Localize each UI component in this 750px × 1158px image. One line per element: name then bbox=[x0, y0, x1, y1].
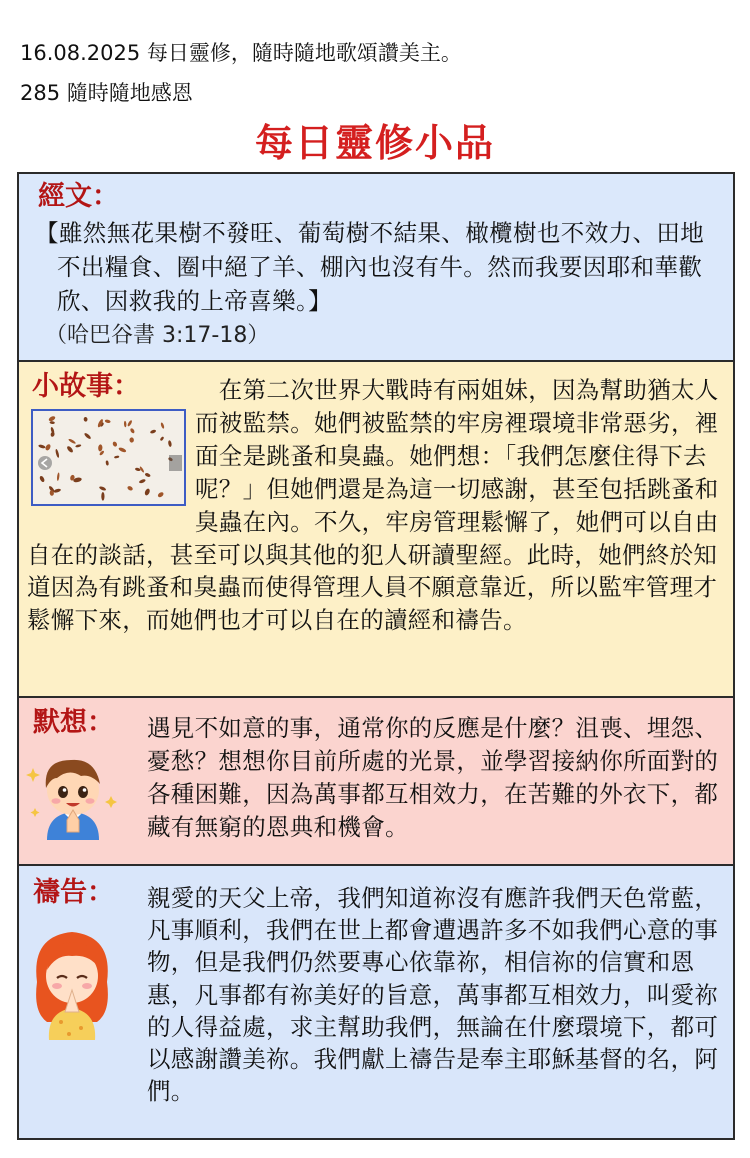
praying-girl-icon bbox=[27, 918, 117, 1042]
story-section bbox=[17, 360, 735, 698]
meditation-text: 遇見不如意的事，通常你的反應是什麼？沮喪、埋怨、憂愁？想想你目前所處的光景，並學習接納你所面對的各種困難，因為萬事都互相效力，在苦難的外衣下，都藏有無窮的恩典和機會。 bbox=[147, 714, 719, 841]
meditation-section bbox=[17, 696, 735, 866]
scripture-section bbox=[17, 172, 735, 362]
scripture-text: 【雖然無花果樹不發旺、葡萄樹不結果、橄欖樹也不效力、田地不出糧食、圈中絕了羊、棚內也沒有牛。然而我要因耶和華歡欣、因救我的上帝喜樂。】 bbox=[35, 219, 705, 315]
scripture-reference: （哈巴谷書 3:17-18） bbox=[45, 323, 270, 348]
meditation-label: 默想： bbox=[33, 707, 114, 738]
prayer-text: 親愛的天父上帝，我們知道祢沒有應許我們天色常藍，凡事順利，我們在世上都會遭遇許多不如我們心意的事物，但是我們仍然要專心依靠祢，相信祢的信實和恩惠，凡事都有祢美好的旨意，萬事都互相效力，叫愛祢的人得益處，求主幫助我們，無論在什麼環境下，都可以感謝讚美祢。我們獻上禱告是奉主耶穌基督的名，阿們。 bbox=[147, 884, 719, 1106]
page-title: 每日靈修小品 bbox=[254, 121, 495, 165]
praying-boy-icon bbox=[25, 748, 121, 844]
header-topic-line: 285 隨時隨地感恩 bbox=[20, 81, 193, 105]
prayer-label: 禱告： bbox=[33, 877, 114, 908]
header-date-line: 16.08.2025 每日靈修，隨時隨地歌頌讚美主。 bbox=[20, 41, 462, 65]
scripture-label: 經文： bbox=[38, 181, 119, 212]
story-text: 在第二次世界大戰時有兩姐妹，因為幫助猶太人而被監禁。她們被監禁的牢房裡環境非常惡劣，裡面全是跳蚤和臭蟲。她們想：「我們怎麼住得下去呢？」但她們還是為這一切感謝，甚至包括跳蚤和臭蟲在內。不久，牢房管理鬆懈了，她們可以自由自在的談話，甚至可以與其他的犯人研讀聖經。此時，她們終於知道因為有跳蚤和臭蟲而使得管理人員不願意靠近，所以監牢管理才鬆懈下來，而她們也才可以自在的讀經和禱告。 bbox=[27, 376, 719, 635]
story-label: 小故事： bbox=[32, 371, 140, 402]
prayer-section bbox=[17, 864, 735, 1140]
